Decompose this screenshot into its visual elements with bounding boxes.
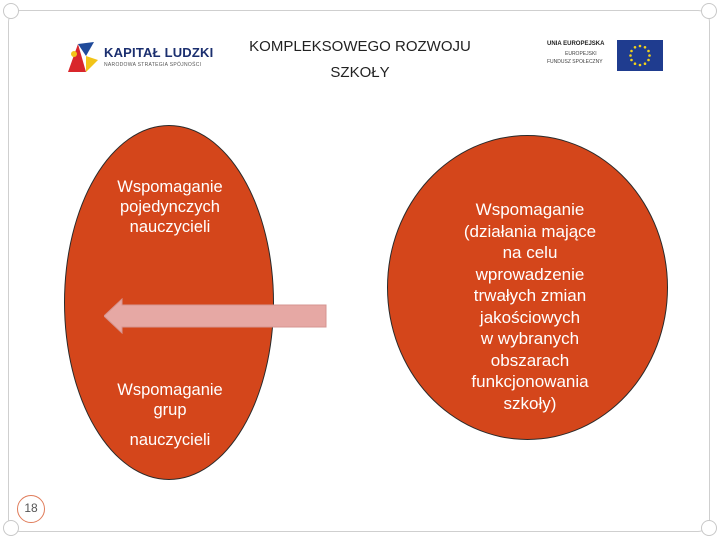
label-line: Wspomaganie	[117, 381, 223, 399]
kapital-ludzki-emblem-icon	[64, 38, 100, 74]
slide-number: 18	[17, 495, 45, 523]
label-line: trwałych zmian	[473, 286, 587, 305]
label-line: Wspomaganie	[117, 178, 223, 196]
label-line: jakościowych	[479, 307, 581, 327]
corner-decoration	[701, 520, 717, 536]
logo-right-line1: UNIA EUROPEJSKA	[547, 41, 605, 47]
label-line: w wybranych	[480, 329, 580, 348]
title-line-2: SZKOŁY	[330, 64, 390, 81]
label-line: (działania mające	[463, 221, 597, 241]
label-line: nauczycieli	[129, 431, 211, 449]
logo-left-subtitle: NARODOWA STRATEGIA SPÓJNOŚCI	[104, 62, 202, 68]
group-teacher-support-label	[60, 380, 280, 450]
corner-decoration	[3, 520, 19, 536]
label-line: funkcjonowania	[471, 372, 589, 391]
individual-teacher-support-label	[60, 177, 280, 237]
slide-title	[210, 34, 510, 86]
kapital-ludzki-logo	[64, 38, 214, 74]
eu-logo	[547, 40, 667, 72]
label-line: wprowadzenie	[475, 264, 585, 284]
corner-decoration	[3, 3, 19, 19]
label-line: grup	[153, 401, 187, 419]
label-line: obszarach	[490, 350, 570, 370]
left-arrow-icon	[104, 298, 328, 334]
logo-right-line3: FUNDUSZ SPOŁECZNY	[547, 59, 603, 65]
label-line: na celu	[502, 243, 558, 262]
title-line-1: KOMPLEKSOWEGO ROZWOJU	[249, 38, 471, 55]
label-line: Wspomaganie	[475, 200, 585, 219]
eu-flag-icon	[617, 40, 663, 71]
logo-right-line2: EUROPEJSKI	[565, 51, 597, 57]
label-line: szkoły)	[503, 393, 557, 413]
logo-left-name: KAPITAŁ LUDZKI	[104, 45, 214, 60]
school-support-label	[395, 199, 665, 414]
corner-decoration	[701, 3, 717, 19]
label-line: nauczycieli	[129, 218, 211, 236]
label-line: pojedynczych	[120, 198, 220, 216]
